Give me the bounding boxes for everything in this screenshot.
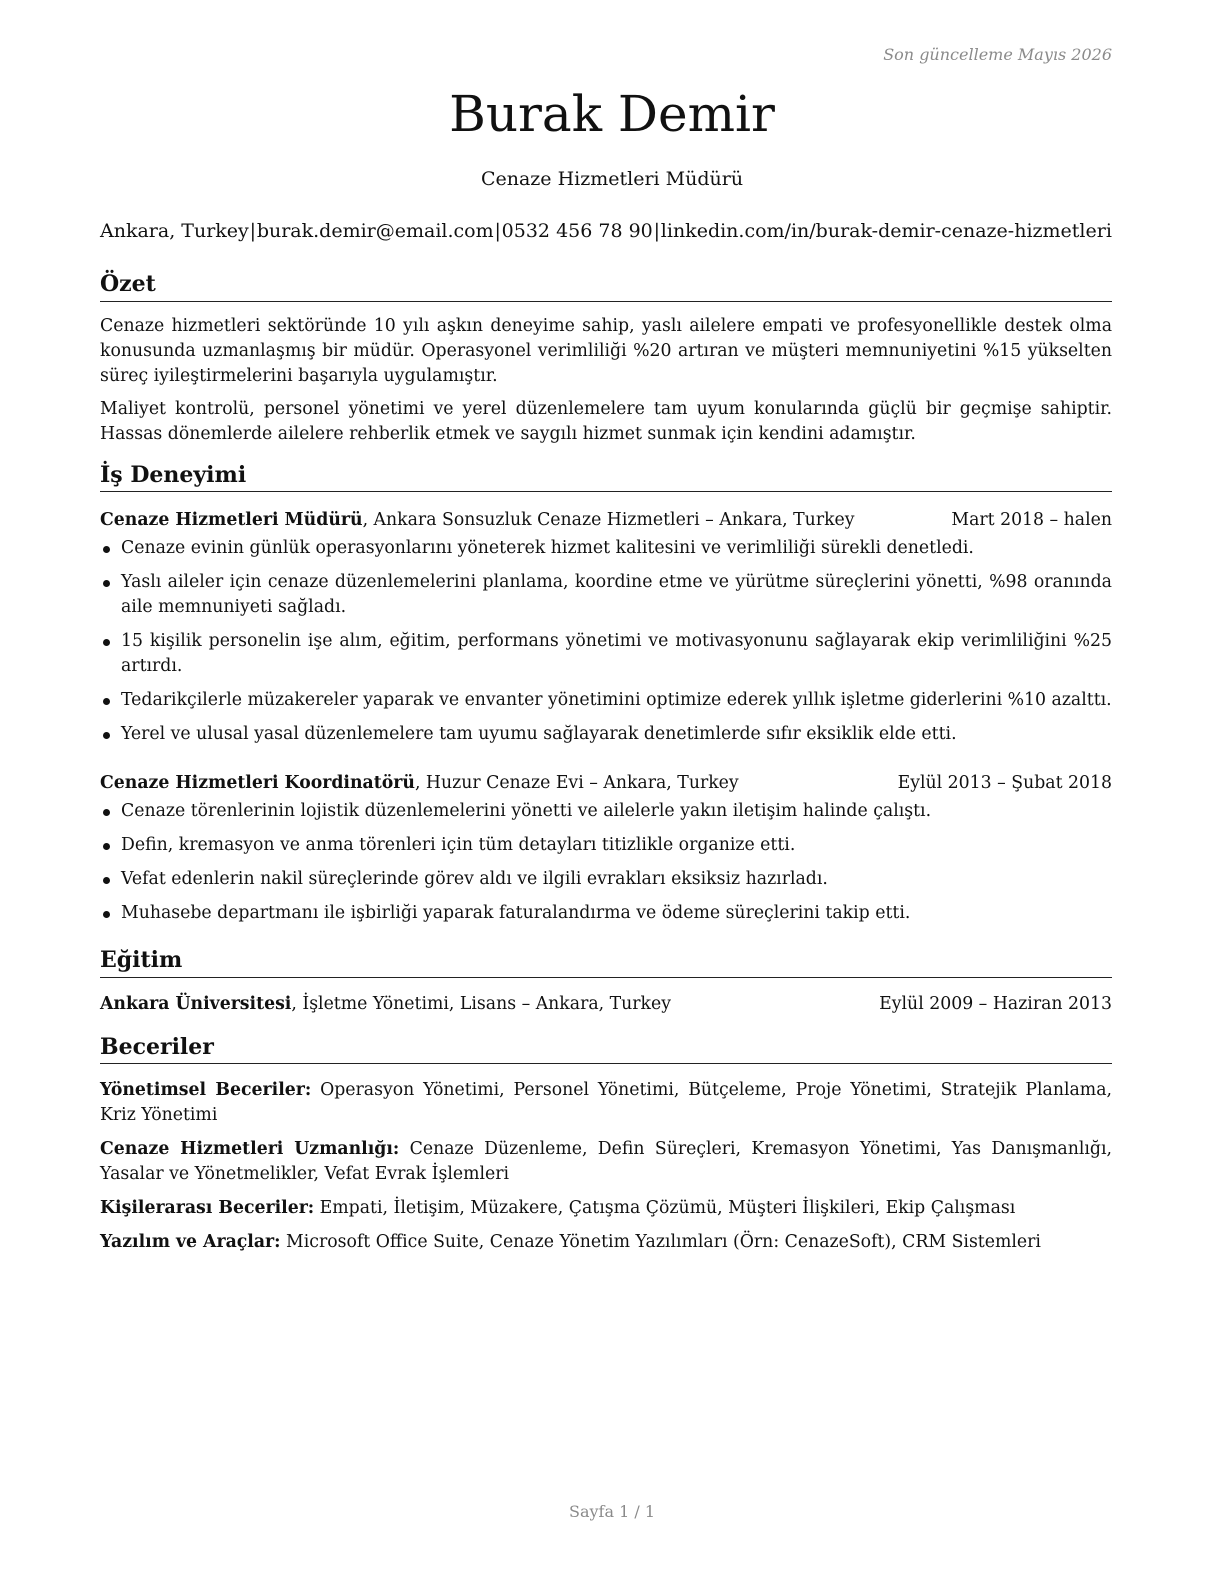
job-bullet: Defin, kremasyon ve anma törenleri için tüm detayları titizlikle organize etti. <box>100 833 1112 858</box>
education-section <box>100 946 1112 1017</box>
job-bullets <box>100 536 1112 747</box>
skill-label: Kişilerarası Beceriler: <box>100 1198 315 1219</box>
education-entry <box>100 992 1112 1017</box>
job-role: Cenaze Hizmetleri Müdürü <box>100 510 363 531</box>
job-bullet: Yerel ve ulusal yasal düzenlemelere tam uyumu sağlayarak denetimlerde sıfır eksiklik elde etti. <box>100 722 1112 747</box>
contact-separator: | <box>653 220 660 242</box>
job-bullet: Muhasebe departmanı ile işbirliği yaparak faturalandırma ve ödeme süreçlerini takip etti. <box>100 901 1112 926</box>
job-entry <box>100 771 1112 926</box>
skill-group <box>100 1230 1112 1255</box>
skill-items: Cenaze Düzenleme, Defin Süreçleri, Kremasyon Yönetimi, Yas Danışmanlığı, Yasalar ve Yönetmelikler, Vefat Evrak İşlemleri <box>100 1139 1113 1185</box>
job-title-org <box>100 771 739 796</box>
job-dates: Eylül 2013 – Şubat 2018 <box>897 773 1112 794</box>
job-title-org <box>100 508 855 533</box>
candidate-name: Burak Demir <box>449 85 775 143</box>
summary-section <box>100 270 1112 447</box>
job-header <box>100 771 1112 796</box>
job-bullet: Vefat edenlerin nakil süreçlerinde görev aldı ve ilgili evrakları eksiksiz hazırladı. <box>100 867 1112 892</box>
job-bullet: Yaslı aileler için cenaze düzenlemelerini planlama, koordine etme ve yürütme süreçlerini yönetti, %98 oranında aile memnuniyeti sağladı. <box>100 570 1112 620</box>
summary-paragraph: Cenaze hizmetleri sektöründe 10 yılı aşkın deneyime sahip, yaslı ailelere empati ve profesyonellikle destek olma konusunda uzmanlaşmış bir müdür. Operasyonel verimliliği %20 artıran ve müşteri memnuniyetini %15 yükselten süreç iyileştirmelerini başarıyla uygulamıştır. <box>100 315 1112 386</box>
section-title-education: Eğitim <box>100 946 1112 978</box>
contact-location: Ankara, Turkey <box>100 220 249 242</box>
skill-items: Empati, İletişim, Müzakere, Çatışma Çözümü, Müşteri İlişkileri, Ekip Çalışması <box>314 1198 1016 1219</box>
contact-email[interactable]: burak.demir@email.com <box>256 220 494 242</box>
skill-items: Operasyon Yönetimi, Personel Yönetimi, Bütçeleme, Proje Yönetimi, Stratejik Planlama, Kriz Yönetimi <box>100 1080 1112 1126</box>
skill-label: Cenaze Hizmetleri Uzmanlığı: <box>100 1139 400 1160</box>
contact-phone: 0532 456 78 90 <box>501 220 653 242</box>
job-org: , Ankara Sonsuzluk Cenaze Hizmetleri – Ankara, Turkey <box>362 510 855 531</box>
skill-label: Yönetimsel Beceriler: <box>100 1080 312 1101</box>
skill-label: Yazılım ve Araçlar: <box>100 1232 281 1253</box>
section-title-skills: Beceriler <box>100 1033 1112 1065</box>
contact-separator: | <box>249 220 256 242</box>
skill-items: Microsoft Office Suite, Cenaze Yönetim Yazılımları (Örn: CenazeSoft), CRM Sistemleri <box>280 1232 1041 1253</box>
skill-group <box>100 1137 1112 1187</box>
skill-group <box>100 1196 1112 1221</box>
resume-content <box>100 270 1112 1255</box>
skills-section <box>100 1033 1112 1256</box>
job-entry <box>100 508 1112 747</box>
job-org: , Huzur Cenaze Evi – Ankara, Turkey <box>414 773 739 794</box>
job-header <box>100 508 1112 533</box>
candidate-headline: Cenaze Hizmetleri Müdürü <box>480 168 744 190</box>
last-updated: Son güncelleme Mayıs 2026 <box>883 45 1112 64</box>
job-bullet: Tedarikçilerle müzakereler yaparak ve envanter yönetimini optimize ederek yıllık işletme giderlerini %10 azalttı. <box>100 688 1112 713</box>
education-school: Ankara Üniversitesi <box>100 993 292 1014</box>
education-detail: , İşletme Yönetimi, Lisans – Ankara, Turkey <box>291 993 672 1014</box>
job-bullet: Cenaze törenlerinin lojistik düzenlemelerini yönetti ve ailelerle yakın iletişim halinde çalıştı. <box>100 799 1112 824</box>
contact-linkedin[interactable]: linkedin.com/in/burak-demir-cenaze-hizmetleri <box>660 220 1112 242</box>
education-dates: Eylül 2009 – Haziran 2013 <box>879 993 1112 1014</box>
job-bullet: Cenaze evinin günlük operasyonlarını yöneterek hizmet kalitesini ve verimliliği sürekli denetledi. <box>100 536 1112 561</box>
job-role: Cenaze Hizmetleri Koordinatörü <box>100 773 415 794</box>
skill-group <box>100 1078 1112 1128</box>
contact-separator: | <box>494 220 501 242</box>
section-title-summary: Özet <box>100 270 1112 302</box>
page-number: Sayfa 1 / 1 <box>568 1502 655 1521</box>
job-bullet: 15 kişilik personelin işe alım, eğitim, performans yönetimi ve motivasyonunu sağlayarak ekip verimliliğini %25 artırdı. <box>100 629 1112 679</box>
summary-paragraph: Maliyet kontrolü, personel yönetimi ve yerel düzenlemelere tam uyum konularında güçlü bir geçmişe sahiptir. Hassas dönemlerde ailelere rehberlik etmek ve saygılı hizmet sunmak için kendini adamıştır. <box>100 398 1112 444</box>
job-dates: Mart 2018 – halen <box>951 510 1112 531</box>
section-title-experience: İş Deneyimi <box>100 461 1112 493</box>
contact-bar <box>100 220 1112 243</box>
job-bullets <box>100 799 1112 926</box>
education-school-detail <box>100 992 671 1017</box>
experience-section <box>100 461 1112 927</box>
